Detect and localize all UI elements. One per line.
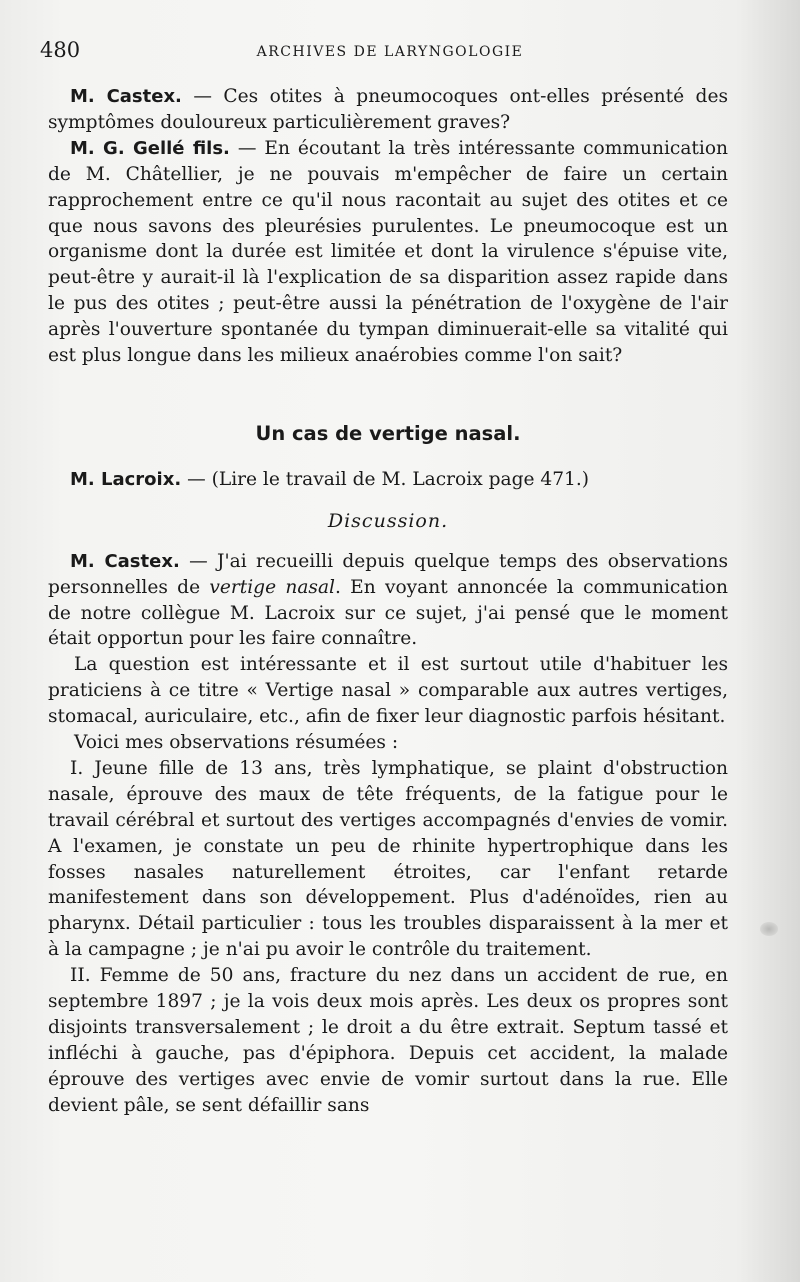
speaker-name: M. Lacroix. xyxy=(70,468,182,490)
paragraph-question-interest: La question est intéressante et il est surtout utile d'habituer les praticiens à ce titre « Vertige nasal » comparable aux autres vertiges, stomacal, auriculaire, etc., afin de fixer leur diagnostic parfois hésitant. xyxy=(48,654,728,728)
paragraph-castex-observations xyxy=(48,549,728,653)
paragraph-text: — (Lire le travail de M. Lacroix page 471.) xyxy=(181,468,590,490)
speaker-name: M. Castex. xyxy=(70,86,182,107)
paragraph-text: — J'ai recueilli depuis quelque temps des observations personnelles de xyxy=(48,550,728,598)
observation-one: I. Jeune fille de 13 ans, très lymphatique, se plaint d'obstruction nasale, éprouve des maux de tête fréquents, de la fatigue pour le travail cérébral et surtout des vertiges accompagnés d'envies de vomir. A l'examen, je constate un peu de rhinite hypertrophique dans les fosses nasales naturellement étroites, car l'enfant retarde manifestement dans son développement. Plus d'adénoïdes, rien au pharynx. Détail particulier : tous les troubles disparaissent à la mer et à la campagne ; je n'ai pu avoir le contrôle du traitement. xyxy=(48,757,728,961)
paragraph-text: — Ces otites à pneumocoques ont-elles présenté des symptômes douloureux particulièrement graves? xyxy=(48,86,728,133)
paragraph-text: . En voyant annoncée la communication de notre collègue M. Lacroix sur ce sujet, j'ai pensé que le moment était opportun pour les faire connaître. xyxy=(48,576,728,650)
observation-two: II. Femme de 50 ans, fracture du nez dans un accident de rue, en septembre 1897 ; je la vois deux mois après. Les deux os propres sont disjoints transversalement ; le droit a du être extrait. Septum tassé et infléchi à gauche, pas d'épiphora. Depuis cet accident, la malade éprouve des vertiges avec envie de vomir surtout dans la rue. Elle devient pâle, se sent défaillir sans xyxy=(48,965,728,1116)
paragraph-text: — En écoutant la très intéressante communication de M. Châtellier, je ne pouvais m'empêcher de faire un certain rapprochement entre ce qu'il nous racontait au sujet des otites et ce que nous savons des pleurésies purulentes. Le pneumocoque est un organisme dont la durée est limitée et dont la virulence s'épuise vite, peut-être y aurait-il là l'explication de sa disparition assez rapide dans le pus des otites ; peut-être aussi la pénétration de l'oxygène de l'air après l'ouverture spontanée du tympan diminuerait-elle sa vitalité qui est plus longue dans les milieux anaérobies comme l'on sait? xyxy=(48,137,728,367)
paragraph-castex-question xyxy=(48,84,728,136)
emphasis-text: vertige nasal xyxy=(209,576,335,598)
paragraph-lacroix xyxy=(48,467,728,493)
page-number: 480 xyxy=(40,38,81,62)
page-body xyxy=(48,84,728,1119)
page-stain xyxy=(760,922,778,936)
speaker-name: M. Castex. xyxy=(70,550,180,572)
paragraph-observations-intro: Voici mes observations résumées : xyxy=(74,732,399,754)
running-head: ARCHIVES DE LARYNGOLOGIE xyxy=(256,44,524,60)
discussion-heading: Discussion. xyxy=(327,509,449,532)
page-header xyxy=(40,38,740,68)
speaker-name: M. G. Gellé fils. xyxy=(70,137,230,159)
section-title: Un cas de vertige nasal. xyxy=(255,421,521,445)
paragraph-gelle-response xyxy=(48,136,728,369)
